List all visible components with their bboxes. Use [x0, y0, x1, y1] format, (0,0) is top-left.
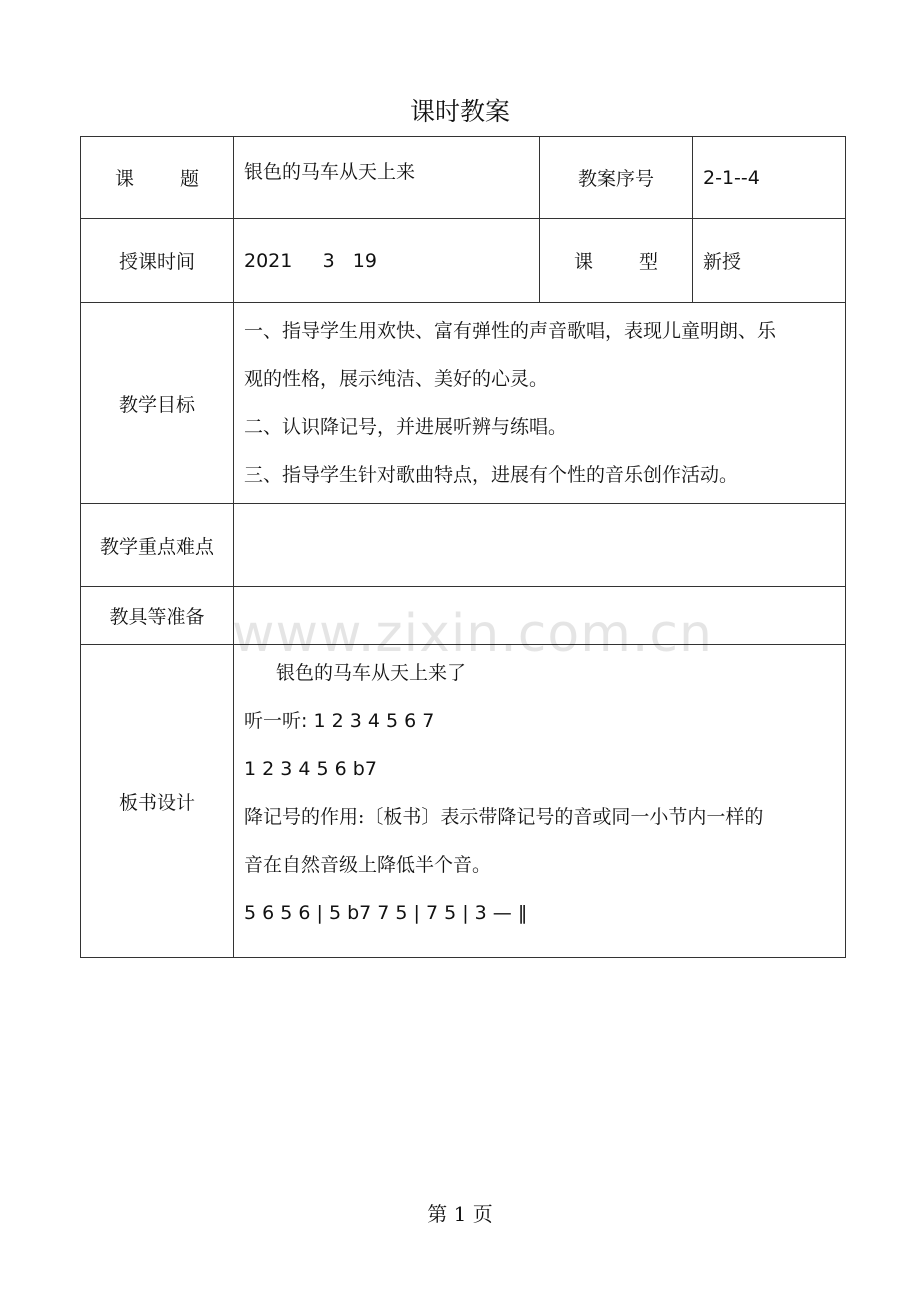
board-label: 板书设计 — [81, 645, 234, 958]
goal-line: 观的性格，展示纯洁、美好的心灵。 — [244, 368, 549, 390]
table-row — [81, 137, 846, 219]
watermark: www.zixin.com.cn — [232, 604, 713, 664]
plan-number-value: 2-1--4 — [693, 137, 846, 219]
goal-line: 三、指导学生针对歌曲特点，进展有个性的音乐创作活动。 — [244, 464, 739, 486]
board-line: 银色的马车从天上来了 — [276, 662, 467, 684]
board-line: 降记号的作用:〔板书〕表示带降记号的音或同一小节内一样的 — [244, 806, 764, 828]
topic-value: 银色的马车从天上来 — [234, 137, 540, 219]
topic-label: 课 题 — [81, 137, 234, 219]
board-line: 音在自然音级上降低半个音。 — [244, 854, 492, 876]
lesson-type-label: 课 型 — [540, 219, 693, 303]
keypoints-label: 教学重点难点 — [81, 504, 234, 587]
table-row — [81, 303, 846, 504]
board-line: 1 2 3 4 5 6 b7 — [244, 758, 377, 780]
table-row — [81, 504, 846, 587]
board-content — [234, 645, 846, 958]
class-time-value: 2021 3 19 — [234, 219, 540, 303]
table-row — [81, 219, 846, 303]
goal-line: 一、指导学生用欢快、富有弹性的声音歌唱，表现儿童明朗、乐 — [244, 320, 777, 342]
board-line: 听一听: 1 2 3 4 5 6 7 — [244, 710, 435, 732]
lesson-type-value: 新授 — [693, 219, 846, 303]
page-title: 课时教案 — [409, 97, 510, 126]
board-line: 5 6 5 6 | 5 b7 7 5 | 7 5 | 3 — ‖ — [244, 902, 528, 924]
goals-content — [234, 303, 846, 504]
page-number: 第 1 页 — [427, 1202, 493, 1226]
lesson-plan-table — [80, 136, 846, 958]
goals-label: 教学目标 — [81, 303, 234, 504]
plan-number-label: 教案序号 — [540, 137, 693, 219]
table-row — [81, 645, 846, 958]
prep-label: 教具等准备 — [81, 587, 234, 645]
goal-line: 二、认识降记号，并进展听辨与练唱。 — [244, 416, 568, 438]
keypoints-value — [234, 504, 846, 587]
class-time-label: 授课时间 — [81, 219, 234, 303]
